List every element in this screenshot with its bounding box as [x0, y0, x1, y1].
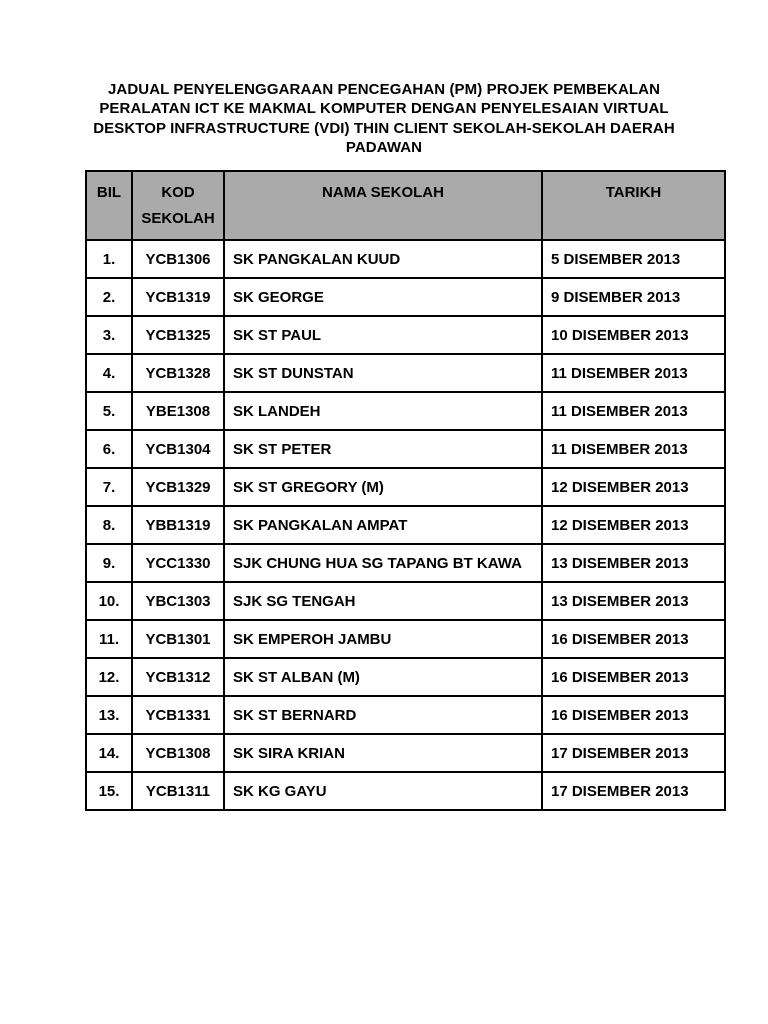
table-row [86, 430, 725, 468]
header-kod-sekolah: KOD SEKOLAH [132, 171, 224, 240]
row-number-cell: 5. [86, 392, 132, 430]
document-title-line: JADUAL PENYELENGGARAAN PENCEGAHAN (PM) PROJEK PEMBEKALAN [107, 81, 661, 98]
school-name-cell: SK ST ALBAN (M) [224, 658, 542, 696]
row-number-cell: 14. [86, 734, 132, 772]
date-cell: 5 DISEMBER 2013 [542, 240, 725, 278]
school-code-cell: YCB1328 [132, 354, 224, 392]
row-number-cell: 8. [86, 506, 132, 544]
school-name-cell: SK PANGKALAN KUUD [224, 240, 542, 278]
school-code-cell: YBC1303 [132, 582, 224, 620]
date-cell: 11 DISEMBER 2013 [542, 354, 725, 392]
table-row [86, 582, 725, 620]
school-code-cell: YBB1319 [132, 506, 224, 544]
date-cell: 16 DISEMBER 2013 [542, 620, 725, 658]
header-bil: BIL [86, 171, 132, 240]
school-name-cell: SJK SG TENGAH [224, 582, 542, 620]
document-title-line: PADAWAN [345, 138, 423, 156]
table-header [86, 171, 725, 240]
date-cell: 17 DISEMBER 2013 [542, 772, 725, 810]
table-row [86, 734, 725, 772]
date-cell: 12 DISEMBER 2013 [542, 506, 725, 544]
school-code-cell: YBE1308 [132, 392, 224, 430]
school-name-cell: SK ST BERNARD [224, 696, 542, 734]
table-header-row [86, 171, 725, 240]
date-cell: 10 DISEMBER 2013 [542, 316, 725, 354]
school-name-cell: SK ST PETER [224, 430, 542, 468]
row-number-cell: 9. [86, 544, 132, 582]
date-cell: 13 DISEMBER 2013 [542, 544, 725, 582]
row-number-cell: 10. [86, 582, 132, 620]
school-code-cell: YCB1301 [132, 620, 224, 658]
table-body [86, 240, 725, 810]
school-code-cell: YCB1329 [132, 468, 224, 506]
row-number-cell: 15. [86, 772, 132, 810]
date-cell: 13 DISEMBER 2013 [542, 582, 725, 620]
date-cell: 17 DISEMBER 2013 [542, 734, 725, 772]
school-name-cell: SJK CHUNG HUA SG TAPANG BT KAWA [224, 544, 542, 582]
table-row [86, 620, 725, 658]
row-number-cell: 13. [86, 696, 132, 734]
table-row [86, 658, 725, 696]
row-number-cell: 3. [86, 316, 132, 354]
school-name-cell: SK ST DUNSTAN [224, 354, 542, 392]
document-title [0, 80, 768, 157]
school-code-cell: YCB1325 [132, 316, 224, 354]
row-number-cell: 1. [86, 240, 132, 278]
row-number-cell: 2. [86, 278, 132, 316]
school-code-cell: YCC1330 [132, 544, 224, 582]
table-row [86, 392, 725, 430]
school-name-cell: SK PANGKALAN AMPAT [224, 506, 542, 544]
table-row [86, 772, 725, 810]
row-number-cell: 12. [86, 658, 132, 696]
table-row [86, 278, 725, 316]
document-title-line: PERALATAN ICT KE MAKMAL KOMPUTER DENGAN PENYELESAIAN VIRTUAL [99, 100, 669, 118]
table-row [86, 354, 725, 392]
school-name-cell: SK LANDEH [224, 392, 542, 430]
row-number-cell: 7. [86, 468, 132, 506]
maintenance-schedule-table [85, 170, 726, 811]
school-name-cell: SK GEORGE [224, 278, 542, 316]
table-row [86, 544, 725, 582]
school-code-cell: YCB1306 [132, 240, 224, 278]
date-cell: 16 DISEMBER 2013 [542, 696, 725, 734]
school-name-cell: SK ST GREGORY (M) [224, 468, 542, 506]
table-row [86, 468, 725, 506]
table-row [86, 506, 725, 544]
row-number-cell: 11. [86, 620, 132, 658]
table-row [86, 240, 725, 278]
school-code-cell: YCB1311 [132, 772, 224, 810]
date-cell: 16 DISEMBER 2013 [542, 658, 725, 696]
school-code-cell: YCB1304 [132, 430, 224, 468]
date-cell: 11 DISEMBER 2013 [542, 392, 725, 430]
date-cell: 12 DISEMBER 2013 [542, 468, 725, 506]
school-name-cell: SK KG GAYU [224, 772, 542, 810]
school-code-cell: YCB1308 [132, 734, 224, 772]
school-code-cell: YCB1331 [132, 696, 224, 734]
row-number-cell: 6. [86, 430, 132, 468]
school-code-cell: YCB1319 [132, 278, 224, 316]
school-name-cell: SK SIRA KRIAN [224, 734, 542, 772]
school-name-cell: SK ST PAUL [224, 316, 542, 354]
document-title-line: DESKTOP INFRASTRUCTURE (VDI) THIN CLIENT SEKOLAH-SEKOLAH DAERAH [93, 119, 675, 137]
school-code-cell: YCB1312 [132, 658, 224, 696]
header-tarikh: TARIKH [542, 171, 725, 240]
date-cell: 9 DISEMBER 2013 [542, 278, 725, 316]
header-nama-sekolah: NAMA SEKOLAH [224, 171, 542, 240]
school-name-cell: SK EMPEROH JAMBU [224, 620, 542, 658]
table-row [86, 696, 725, 734]
table-row [86, 316, 725, 354]
date-cell: 11 DISEMBER 2013 [542, 430, 725, 468]
row-number-cell: 4. [86, 354, 132, 392]
